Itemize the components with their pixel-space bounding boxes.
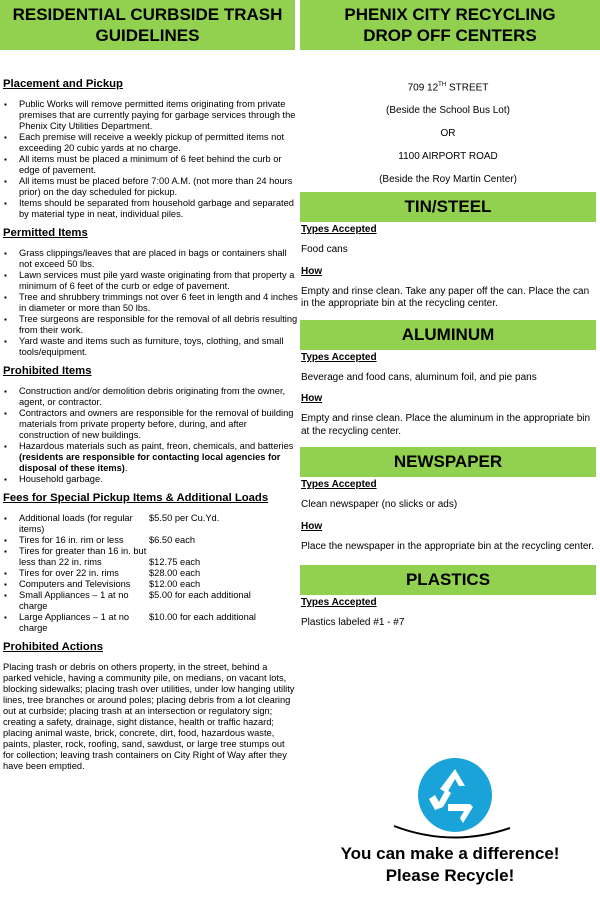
newspaper-how-label: How (301, 520, 323, 532)
prohibited-title: Prohibited Items (3, 365, 92, 377)
plastics-banner: PLASTICS (300, 565, 596, 595)
tin-how-label: How (301, 265, 323, 277)
actions-title: Prohibited Actions (3, 641, 104, 653)
list-item (3, 441, 298, 474)
header-recycling-centers (300, 0, 600, 50)
address-1-note: (Beside the School Bus Lot) (386, 105, 510, 117)
locations (300, 79, 596, 186)
prohibited-list (3, 386, 298, 485)
list-item: ▪ All items must be placed a minimum of 6 feet behind the curb or edge of pavement. (3, 154, 298, 176)
recycling-column (300, 79, 596, 639)
fee-price: $28.00 each (149, 568, 201, 578)
address-2-note: (Beside the Roy Martin Center) (379, 174, 517, 186)
tin-types: Food cans (301, 244, 348, 256)
fee-row: ▪ Additional loads (for regular items) $5.50 per Cu.Yd. (3, 513, 298, 535)
fee-item: Tires for 16 in. rim or less (19, 535, 124, 545)
newspaper-types-label: Types Accepted (301, 479, 377, 491)
newspaper-types: Clean newspaper (no slicks or ads) (301, 499, 458, 511)
fees-title: Fees for Special Pickup Items & Additional Loads (3, 492, 269, 504)
fee-row: ▪ Tires for greater than 16 in. but less than 22 in. rims $12.75 each (3, 546, 298, 568)
fee-price: $5.00 for each additional (149, 590, 251, 600)
fee-item: Computers and Televisions (19, 579, 131, 589)
fee-row: ▪ Large Appliances – 1 at no charge $10.00 for each additional (3, 612, 298, 634)
hazardous-text: Hazardous materials such as paint, freon, chemicals, and batteries (19, 441, 294, 451)
tin-types-label: Types Accepted (301, 224, 377, 236)
list-item: ▪ Each premise will receive a weekly pickup of permitted items not exceeding 20 cubic yards at no charge. (3, 132, 298, 154)
fee-price: $10.00 for each additional (149, 612, 256, 622)
placement-list (3, 99, 298, 220)
fee-row: ▪ Tires for over 22 in. rims $28.00 each (3, 568, 298, 579)
recycle-motto (300, 843, 600, 887)
permitted-title: Permitted Items (3, 227, 88, 239)
fee-row: ▪ Small Appliances – 1 at no charge $5.00 for each additional (3, 590, 298, 612)
list-item: ▪ Household garbage. (3, 474, 298, 485)
list-item: ▪ Grass clippings/leaves that are placed in bags or containers shall not exceed 50 lbs. (3, 248, 298, 270)
guidelines-column (3, 79, 298, 772)
fee-price: $5.50 per Cu.Yd. (149, 513, 220, 523)
header-residential-guidelines (0, 0, 295, 50)
list-item: ▪ Lawn services must pile yard waste originating from that property a minimum of 6 feet of the curb or edge of pavement. (3, 270, 298, 292)
motto-line2: Please Recycle! (385, 866, 515, 885)
address-2: 1100 AIRPORT ROAD (398, 151, 498, 163)
newspaper-banner: NEWSPAPER (300, 447, 596, 477)
newspaper-how: Place the newspaper in the appropriate bin at the recycling center. (301, 540, 594, 552)
hazardous-note: (residents are responsible for contacting local agencies for disposal of these items) (19, 452, 281, 473)
aluminum-types: Beverage and food cans, aluminum foil, and pie pans (301, 371, 537, 383)
fee-price: $12.75 each (149, 557, 201, 567)
aluminum-how-label: How (301, 393, 323, 405)
address-1-suffix: TH (438, 82, 447, 88)
fee-item: Tires for greater than 16 in. but less than 22 in. rims (19, 546, 147, 567)
placement-title: Placement and Pickup (3, 78, 123, 90)
actions-text: Placing trash or debris on others property, in the street, behind a parked vehicle, having a community pile, on medians, on vacant lots, blocking sidewalks; placing trash over utilities, under low hanging utility lines, tree branches or around poles; placing debris from a lot clearing out at curbside; placing trash at an intersection or regulatory sign; creating a safety, drainage, sight distance, health or traffic hazard; placing animal waste, brick, concrete, dirt, food, hazardous waste, paints, plaster, rock, roofing, sand, sawdust, or large tree stumps out for collection; leaving trash containers on City Right of Way after they have been emptied. (3, 662, 295, 771)
permitted-list (3, 248, 298, 358)
aluminum-banner: ALUMINUM (300, 320, 596, 350)
list-item: ▪ Contractors and owners are responsible for the removal of building materials from private property before, during, and after construction of new buildings. (3, 408, 298, 441)
fees-table (3, 513, 298, 634)
logo-swoosh (392, 822, 512, 844)
tin-how: Empty and rinse clean. Take any paper off the can. Place the can in the appropriate bin at the recycling center. (301, 285, 590, 310)
plastics-types: Plastics labeled #1 - #7 (301, 617, 405, 629)
address-1 (300, 79, 596, 94)
fee-item: Additional loads (for regular items) (19, 513, 133, 534)
aluminum-how: Empty and rinse clean. Place the aluminum in the appropriate bin at the recycling center. (301, 413, 591, 437)
header-right-line2: DROP OFF CENTERS (363, 26, 537, 45)
list-item: ▪ All items must be placed before 7:00 A.M. (not more than 24 hours prior) on the day scheduled for pickup. (3, 176, 298, 198)
address-1-street: STREET (446, 82, 489, 94)
fee-row: ▪ Tires for 16 in. rim or less $6.50 each (3, 535, 298, 546)
header-left-line1: RESIDENTIAL CURBSIDE TRASH (12, 5, 283, 24)
list-item: ▪ Tree and shrubbery trimmings not over 6 feet in length and 4 inches in diameter or more than 50 lbs. (3, 292, 298, 314)
fee-row: ▪ Computers and Televisions $12.00 each (3, 579, 298, 590)
fee-item: Large Appliances – 1 at no charge (19, 612, 130, 633)
list-item: ▪ Items should be separated from household garbage and separated by material type in neat, individual piles. (3, 198, 298, 220)
hazardous-end: . (124, 463, 128, 473)
header-left-line2: GUIDELINES (95, 26, 200, 45)
tin-steel-banner: TIN/STEEL (300, 192, 596, 222)
list-item: ▪ Construction and/or demolition debris originating from the owner, agent, or contractor. (3, 386, 298, 408)
fee-item: Tires for over 22 in. rims (19, 568, 119, 578)
list-item: ▪ Tree surgeons are responsible for the removal of all debris resulting from their work. (3, 314, 298, 336)
fee-price: $6.50 each (149, 535, 196, 545)
motto-line1: You can make a difference! (340, 844, 560, 863)
plastics-types-label: Types Accepted (301, 597, 377, 609)
address-or: OR (440, 128, 456, 140)
header-right-line1: PHENIX CITY RECYCLING (344, 5, 556, 24)
fee-item: Small Appliances – 1 at no charge (19, 590, 129, 611)
list-item: ▪ Yard waste and items such as furniture, toys, clothing, and small tools/equipment. (3, 336, 298, 358)
fee-price: $12.00 each (149, 579, 201, 589)
aluminum-types-label: Types Accepted (301, 351, 377, 363)
list-item: ▪ Public Works will remove permitted items originating from private premises that are currently paying for garbage services through the Phenix City Utilities Department. (3, 99, 298, 132)
address-1-number: 709 12 (407, 82, 439, 94)
